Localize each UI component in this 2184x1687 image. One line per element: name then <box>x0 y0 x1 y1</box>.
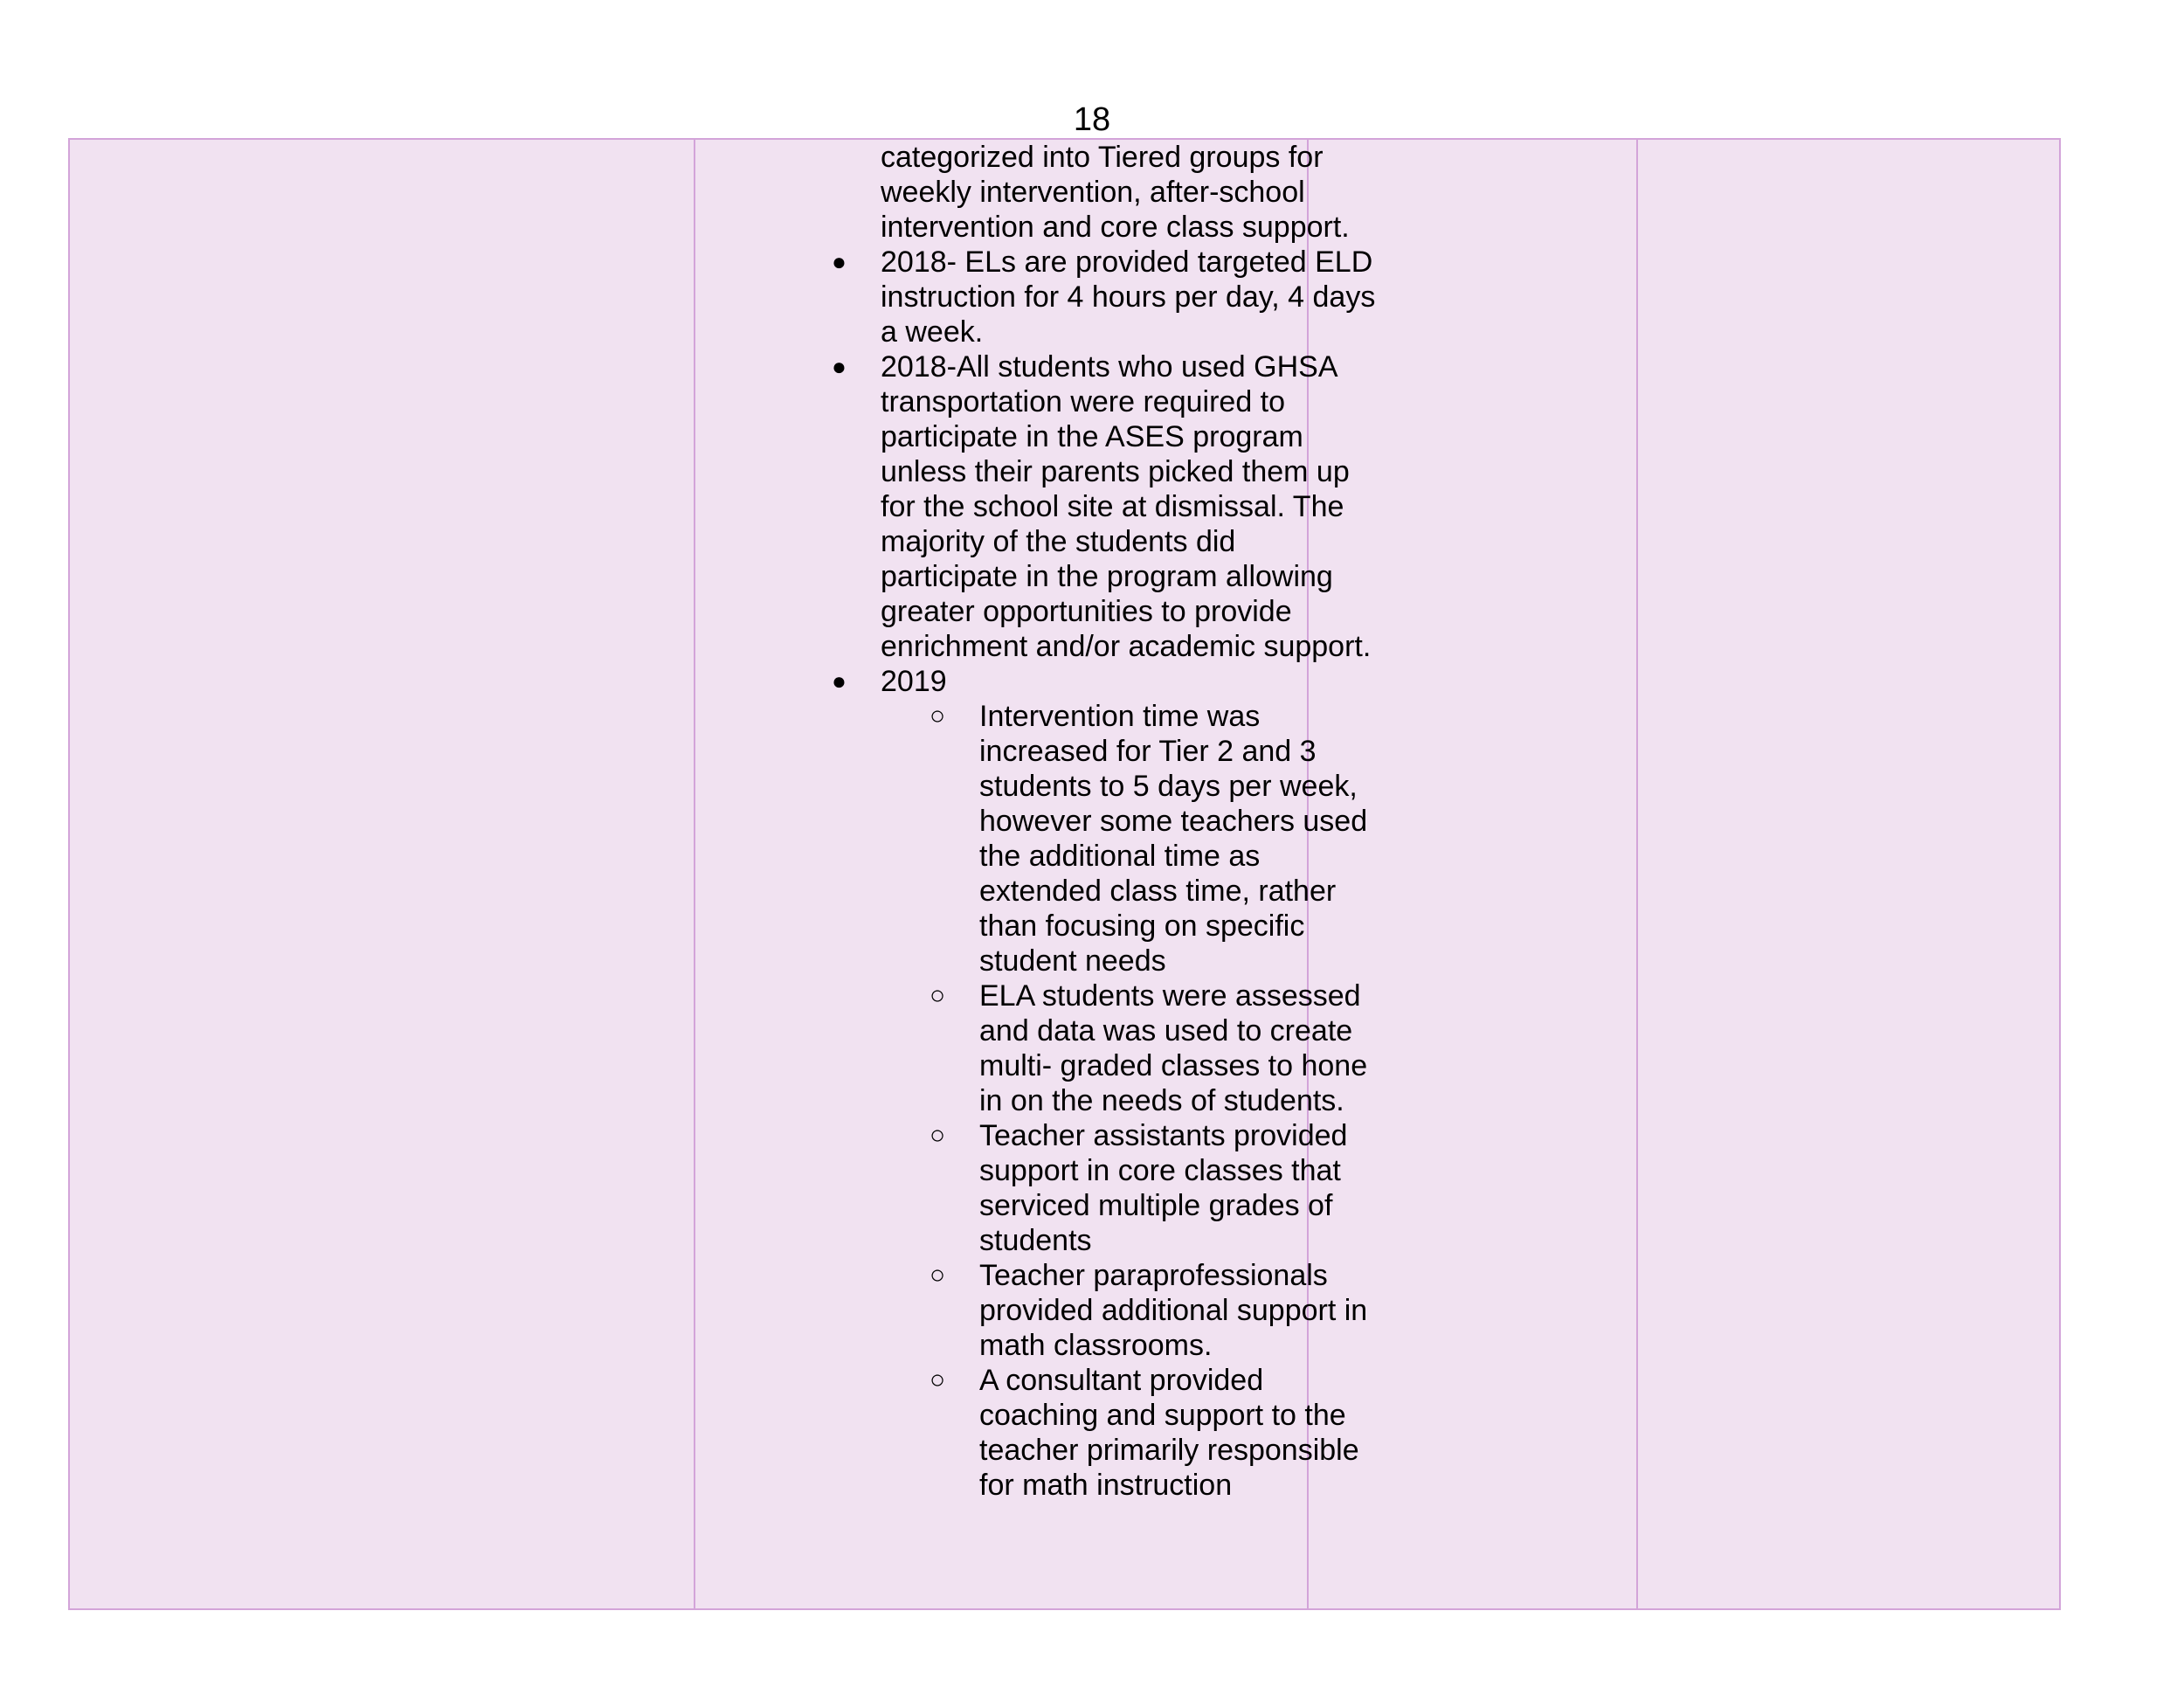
continued-list-text: categorized into Tiered groups for weekly intervention, after-school intervention and core class support. <box>881 141 1350 244</box>
sub-list-item-text: Intervention time was increased for Tier 2 and 3 students to 5 days per week, however some teachers used the additional time as extended class time, rather than focusing on specific student needs <box>979 700 1368 978</box>
filled-circle-bullet-icon: ● <box>832 248 847 275</box>
strategy-table <box>68 138 2061 1610</box>
sub-list-item <box>881 978 1379 1118</box>
sub-list-item-text: A consultant provided coaching and support to the teacher primarily responsible for math instruction <box>979 1364 1359 1502</box>
column-divider-3 <box>1636 140 1638 1608</box>
sub-list-item-text: Teacher assistants provided support in core classes that serviced multiple grades of students <box>979 1119 1348 1257</box>
page-number: 18 <box>1073 101 1111 138</box>
hollow-circle-bullet-icon: ○ <box>930 981 946 1010</box>
list-item-text: 2018-All students who used GHSA transportation were required to participate in the ASES program unless their parents picked them up for the school site at dismissal. The majority of the students did participate in the program allowing greater opportunities to provide enrichment and/or academic support. <box>881 350 1372 663</box>
list-item <box>765 245 1379 349</box>
hollow-circle-bullet-icon: ○ <box>930 1261 946 1289</box>
hollow-circle-bullet-icon: ○ <box>930 702 946 730</box>
sub-list-item <box>881 699 1379 978</box>
sub-list-item-text: Teacher paraprofessionals provided additional support in math classrooms. <box>979 1259 1368 1362</box>
list-item <box>765 664 1379 1503</box>
sub-list-item <box>881 1363 1379 1503</box>
bullet-list <box>695 245 1379 1503</box>
filled-circle-bullet-icon: ● <box>832 353 847 380</box>
list-item-text: 2018- ELs are provided targeted ELD instruction for 4 hours per day, 4 days a week. <box>881 245 1376 349</box>
sub-list-item-text: ELA students were assessed and data was used to create multi- graded classes to hone in on the needs of students. <box>979 979 1368 1117</box>
list-item-text: 2019 <box>881 665 947 698</box>
list-item <box>765 349 1379 664</box>
hollow-circle-bullet-icon: ○ <box>930 1366 946 1394</box>
filled-circle-bullet-icon: ● <box>832 667 847 695</box>
hollow-circle-bullet-icon: ○ <box>930 1121 946 1150</box>
actions-cell <box>695 140 1379 1503</box>
sub-list-item <box>881 1118 1379 1258</box>
sub-list-item <box>881 1258 1379 1363</box>
sub-bullet-list <box>881 699 1379 1503</box>
